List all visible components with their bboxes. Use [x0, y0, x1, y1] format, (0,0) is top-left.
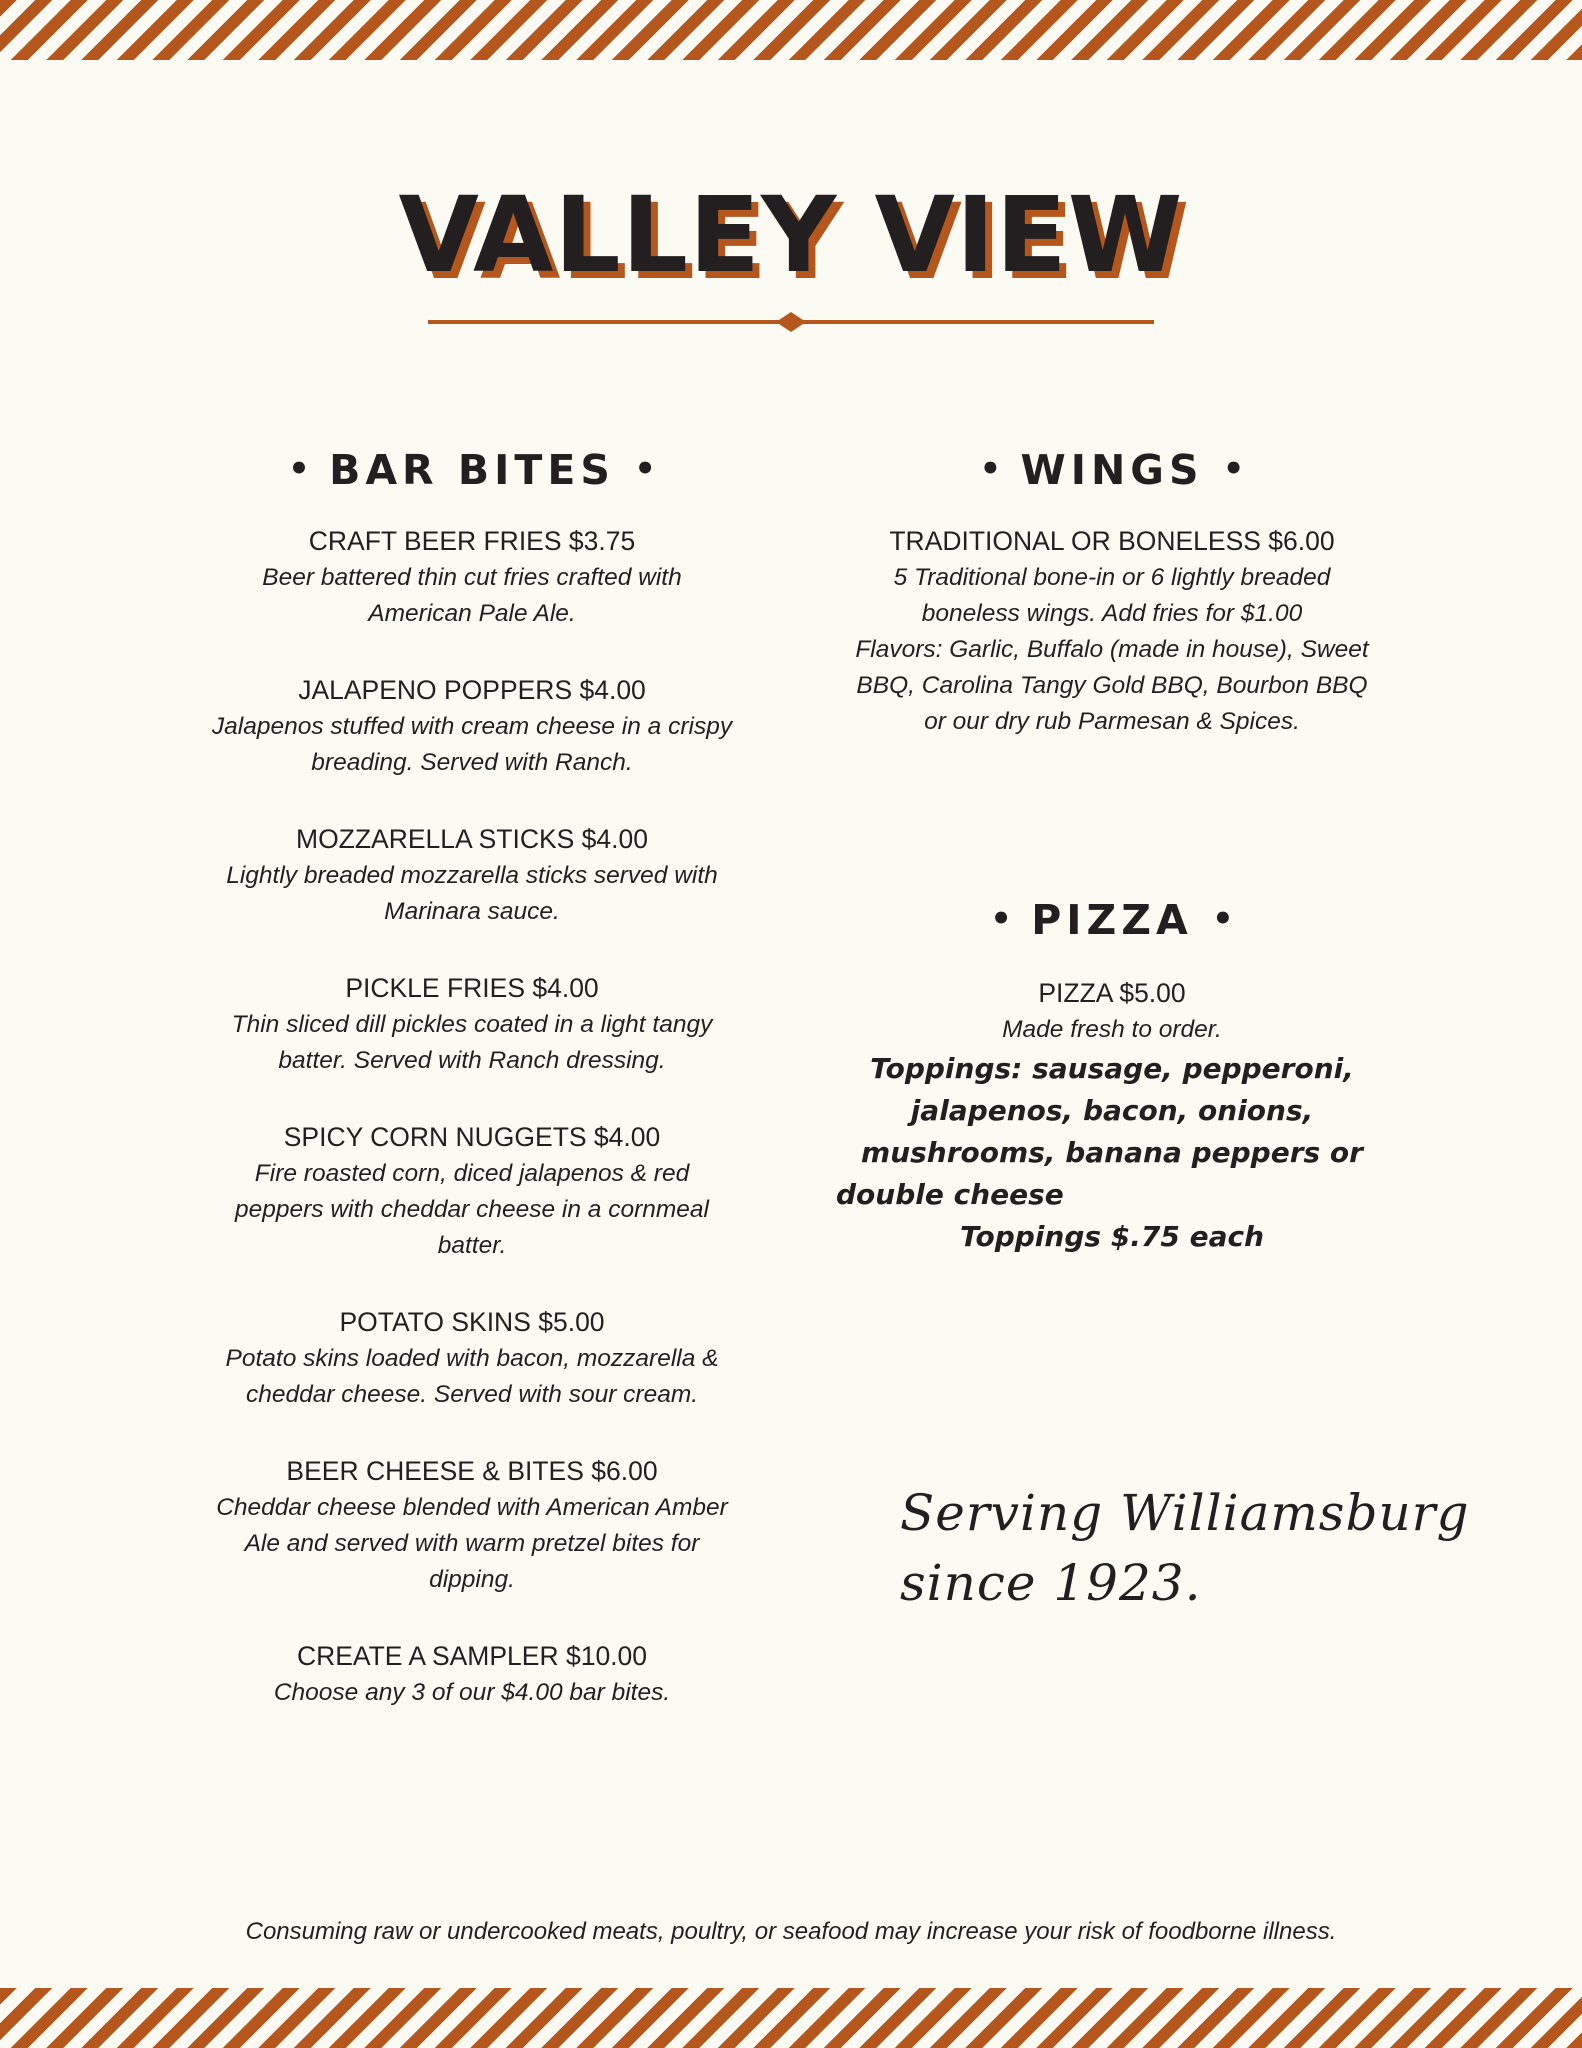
bullet-dot-icon: • — [1222, 449, 1245, 489]
bullet-dot-icon: • — [990, 899, 1012, 939]
description-line: boneless wings. Add fries for $1.00 — [921, 600, 1303, 627]
menu-item-name: POTATO SKINS $5.00 — [339, 1307, 605, 1337]
bullet-dot-icon: • — [1212, 899, 1234, 939]
divider-diamond-icon — [776, 312, 806, 332]
menu-item-description — [182, 560, 762, 632]
menu-item-name: PICKLE FRIES $4.00 — [345, 973, 599, 1003]
section-heading-bar-bites — [182, 440, 762, 503]
description-line: Choose any 3 of our $4.00 bar bites. — [273, 1679, 671, 1706]
description-line: cheddar cheese. Served with sour cream. — [245, 1381, 699, 1408]
menu-item-name: BEER CHEESE & BITES $6.00 — [286, 1456, 658, 1486]
description-line: Flavors: Garlic, Buffalo (made in house), Sweet — [855, 636, 1369, 663]
top-stripe-border — [0, 0, 1582, 60]
description-line: BBQ, Carolina Tangy Gold BBQ, Bourbon BBQ — [856, 672, 1368, 699]
bar-bites-section — [182, 440, 762, 1751]
toppings-line: mushrooms, banana peppers or — [861, 1136, 1363, 1169]
section-heading-label: PIZZA — [1031, 896, 1193, 944]
description-line: batter. — [437, 1232, 507, 1259]
menu-item — [182, 1453, 762, 1598]
title-divider — [428, 306, 1154, 338]
menu-item-description — [182, 1156, 762, 1264]
food-safety-disclaimer: Consuming raw or undercooked meats, poultry, or seafood may increase your risk of foodborne illness. — [245, 1918, 1337, 1945]
bullet-dot-icon: • — [634, 449, 656, 489]
menu-item — [182, 1304, 762, 1413]
menu-item-description — [822, 560, 1402, 740]
description-line: or our dry rub Parmesan & Spices. — [924, 708, 1300, 735]
menu-item — [182, 821, 762, 930]
description-line: Fire roasted corn, diced jalapenos & red — [254, 1160, 690, 1187]
description-line: Potato skins loaded with bacon, mozzarella & — [225, 1345, 719, 1372]
toppings-price-line: Toppings $.75 each — [959, 1220, 1265, 1253]
pizza-section — [822, 890, 1402, 1258]
menu-item — [182, 1638, 762, 1711]
menu-item — [182, 672, 762, 781]
menu-item-description — [182, 1341, 762, 1413]
description-line: Marinara sauce. — [384, 898, 560, 925]
bullet-dot-icon: • — [979, 449, 1002, 489]
description-line: Jalapenos stuffed with cream cheese in a crispy — [211, 713, 733, 740]
bullet-dot-icon: • — [288, 449, 310, 489]
menu-item-description — [182, 1007, 762, 1079]
menu-item-description — [182, 1490, 762, 1598]
section-heading-label: WINGS — [1020, 446, 1204, 494]
description-line: breading. Served with Ranch. — [311, 749, 633, 776]
menu-item — [822, 523, 1402, 740]
menu-item-description — [182, 709, 762, 781]
description-line: Ale and served with warm pretzel bites for — [244, 1530, 700, 1557]
description-line: Cheddar cheese blended with American Amber — [216, 1494, 728, 1521]
section-heading-pizza — [822, 890, 1402, 953]
toppings-line: double cheese — [836, 1178, 1064, 1211]
menu-item-name: SPICY CORN NUGGETS $4.00 — [283, 1122, 661, 1152]
section-heading-label: BAR BITES — [329, 446, 615, 494]
description-line: American Pale Ale. — [368, 600, 576, 627]
description-line: batter. Served with Ranch dressing. — [278, 1047, 666, 1074]
menu-item-name: CREATE A SAMPLER $10.00 — [296, 1641, 648, 1671]
description-line: Thin sliced dill pickles coated in a light tangy — [231, 1011, 713, 1038]
section-heading-wings — [822, 440, 1402, 503]
description-line: dipping. — [429, 1566, 515, 1593]
menu-item — [182, 523, 762, 632]
menu-item-name: JALAPENO POPPERS $4.00 — [298, 675, 646, 705]
bottom-stripe-border — [0, 1988, 1582, 2048]
menu-item-description — [182, 858, 762, 930]
wings-section — [822, 440, 1402, 740]
menu-item-description — [182, 1675, 762, 1711]
toppings-line: Toppings: sausage, pepperoni, — [870, 1052, 1354, 1085]
menu-item-name: MOZZARELLA STICKS $4.00 — [296, 824, 648, 854]
description-line: Beer battered thin cut fries crafted with — [262, 564, 682, 591]
menu-item-name: TRADITIONAL OR BONELESS $6.00 — [889, 526, 1335, 556]
menu-item-description: Made fresh to order. — [1002, 1016, 1222, 1043]
menu-item-name: PIZZA $5.00 — [1038, 978, 1186, 1008]
tagline-script: Serving Williamsburg since 1923. — [900, 1484, 1470, 1612]
pizza-toppings — [822, 1048, 1402, 1258]
menu-item — [182, 1119, 762, 1264]
description-line: peppers with cheddar cheese in a cornmeal — [235, 1196, 709, 1223]
description-line: Lightly breaded mozzarella sticks served with — [226, 862, 718, 889]
toppings-line: jalapenos, bacon, onions, — [910, 1094, 1314, 1127]
menu-item — [182, 970, 762, 1079]
menu-item-name: CRAFT BEER FRIES $3.75 — [308, 526, 636, 556]
description-line: 5 Traditional bone-in or 6 lightly breaded — [893, 564, 1331, 591]
restaurant-title: VALLEY VIEW — [398, 174, 1184, 296]
